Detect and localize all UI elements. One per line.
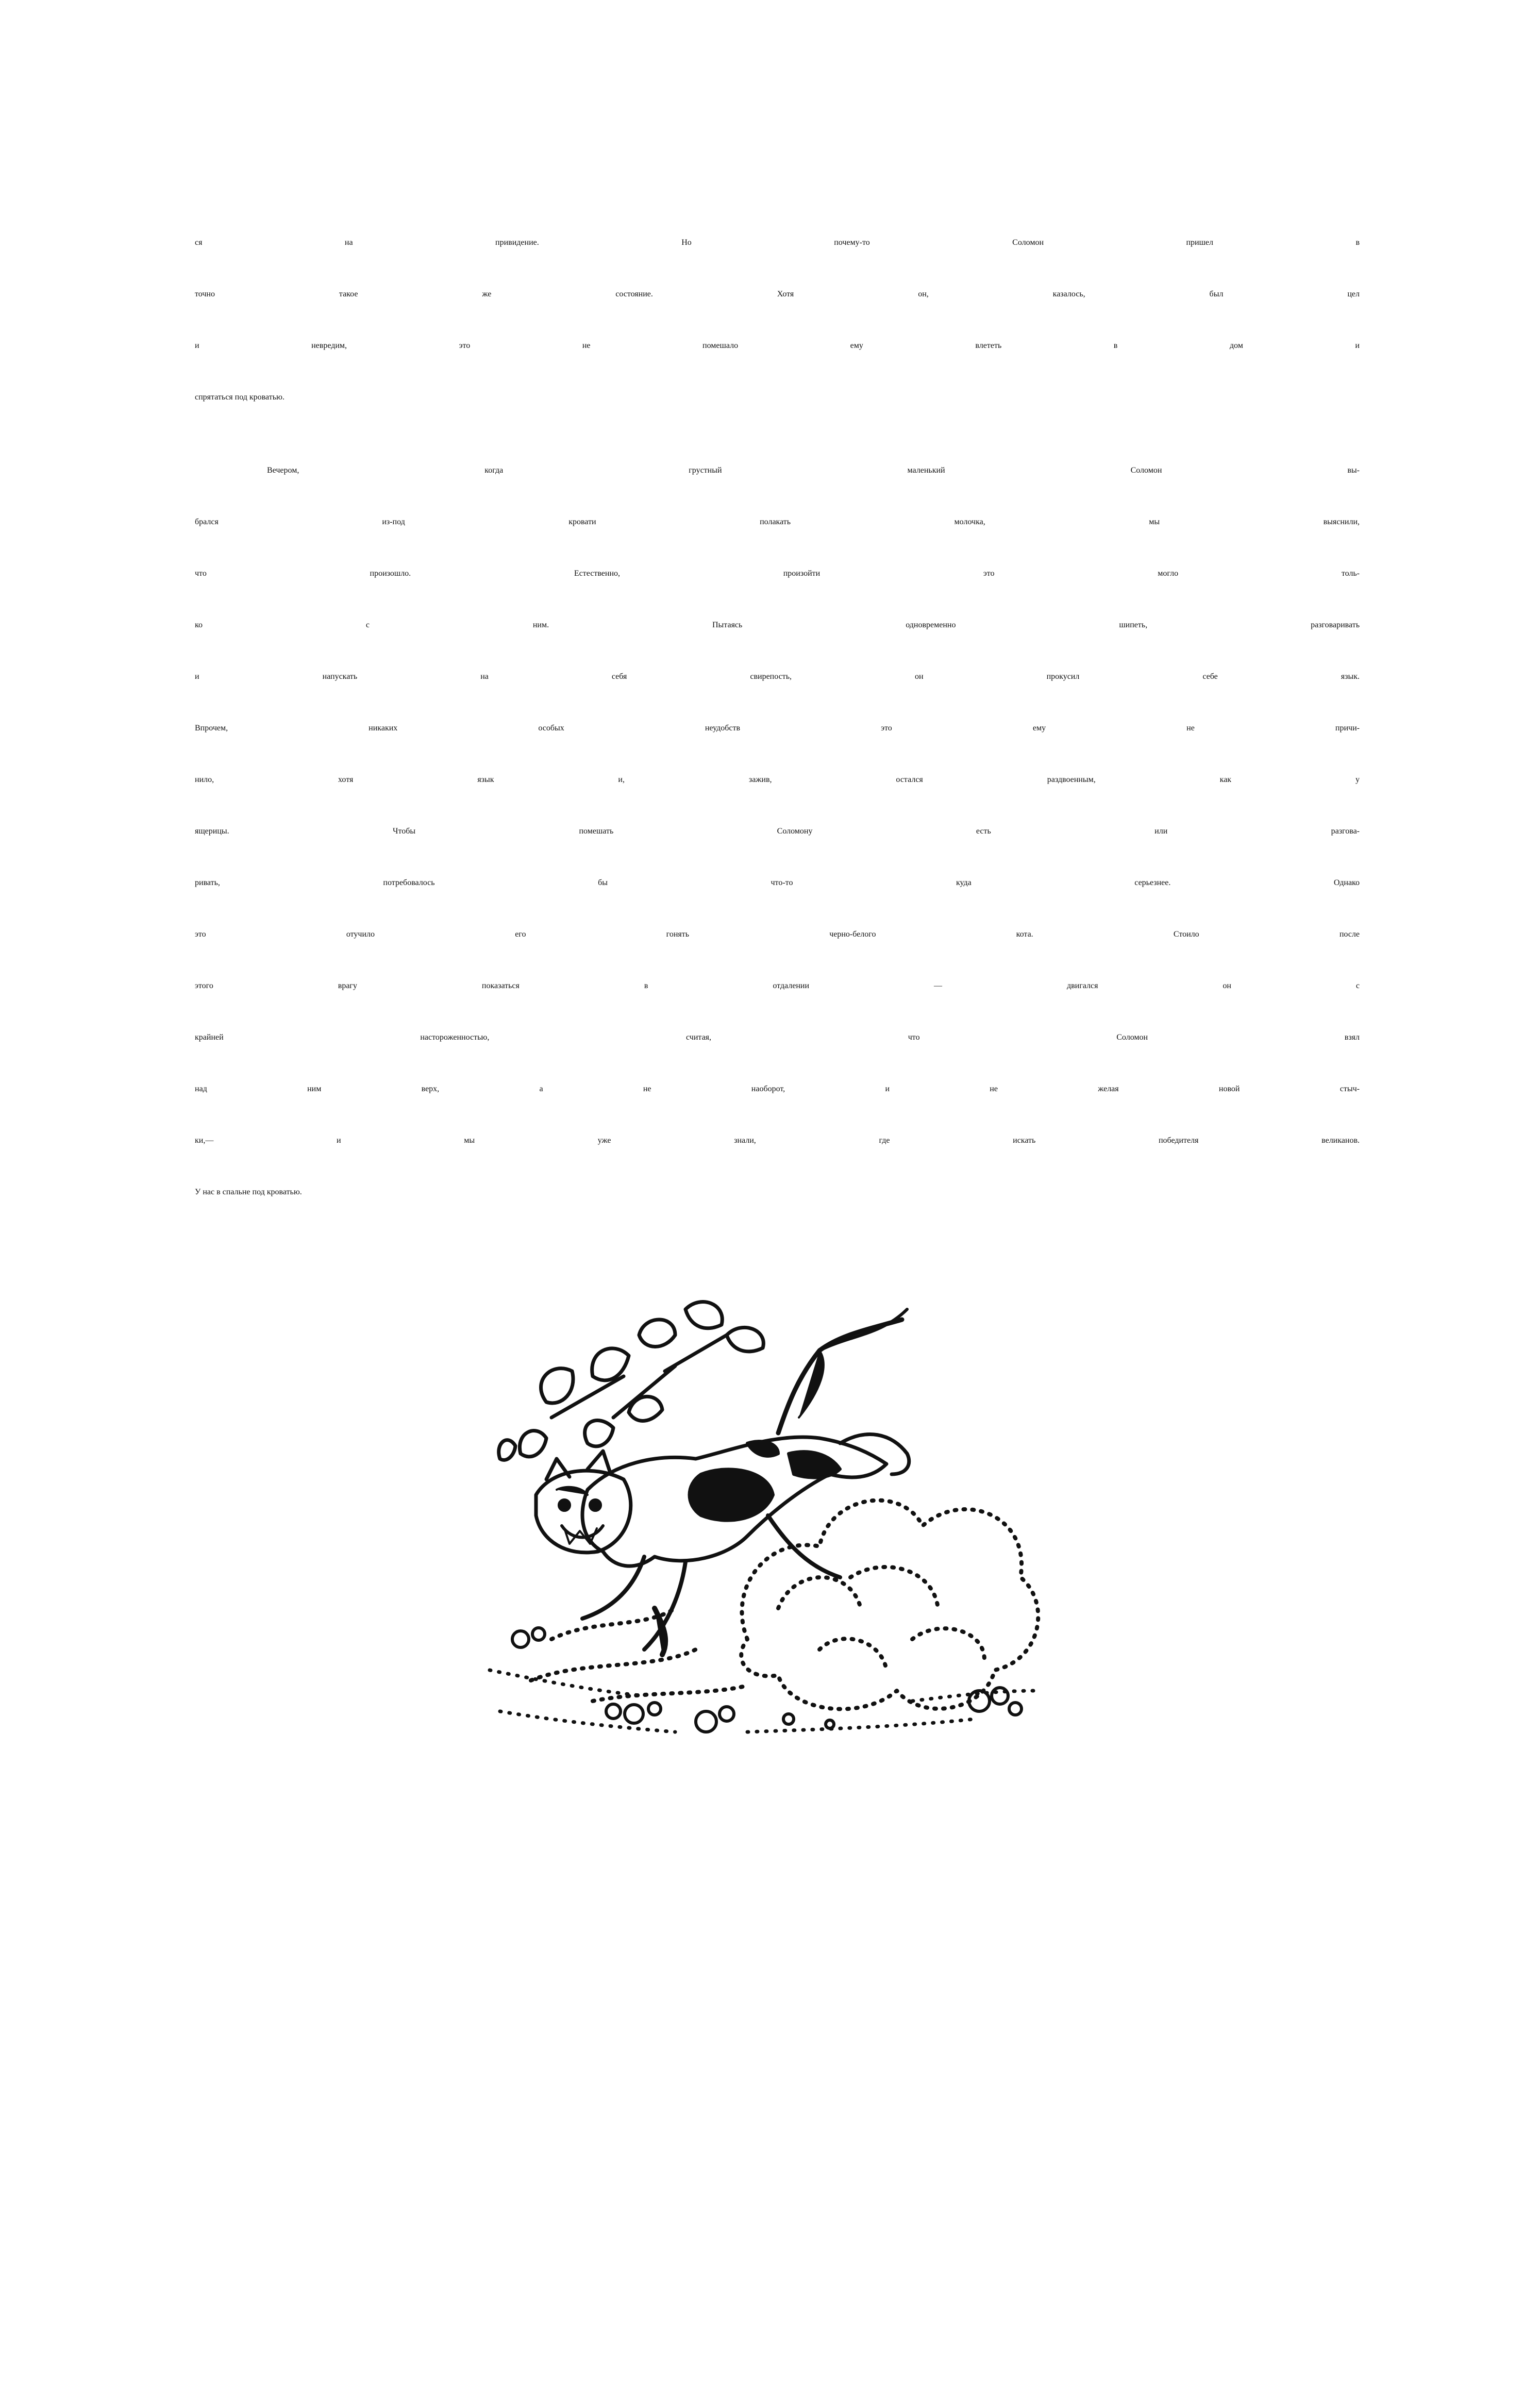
text-line: ко с ним. Пытаясь одновременно шипеть, разговаривать xyxy=(195,621,1360,629)
text-line: нило, хотя язык и, зажив, остался раздвоенным, как у xyxy=(195,775,1360,784)
text-line: этого врагу показаться в отдалении — двигался он с xyxy=(195,981,1360,990)
text-line: что произошло. Естественно, произойти это могло толь- xyxy=(195,569,1360,578)
text-line: Впрочем, никаких особых неудобств это ему не причи- xyxy=(195,724,1360,732)
text-line: У нас в спальне под кроватью. xyxy=(195,1188,302,1196)
text-block xyxy=(195,238,1360,1239)
text-line: Вечером, когда грустный маленький Соломон вы- xyxy=(267,466,1360,475)
text-line: ся на привидение. Но почему-то Соломон пришел в xyxy=(195,238,1360,247)
text-line: и напускать на себя свирепость, он прокусил себе язык. xyxy=(195,672,1360,681)
text-line: над ним верх, а не наоборот, и не желая новой стыч- xyxy=(195,1085,1360,1093)
text-line: крайней настороженностью, считая, что Соломон взял xyxy=(195,1033,1360,1042)
paragraph-1 xyxy=(195,238,1360,444)
paragraph-2 xyxy=(195,466,1360,1239)
text-line: брался из-под кровати полакать молочка, мы выяснили, xyxy=(195,518,1360,526)
text-line: ки,— и мы уже знали, где искать победителя великанов. xyxy=(195,1136,1360,1145)
text-line: спрятаться под кроватью. xyxy=(195,393,284,402)
text-line: ривать, потребовалось бы что-то куда серьезнее. Однако xyxy=(195,878,1360,887)
text-line: ящерицы. Чтобы помешать Соломону есть или разгова- xyxy=(195,827,1360,836)
text-line: это отучило его гонять черно-белого кота. Стоило после xyxy=(195,930,1360,939)
text-line: и невредим, это не помешало ему влететь в дом и xyxy=(195,341,1360,350)
text-line: точно такое же состояние. Хотя он, казалось, был цел xyxy=(195,290,1360,298)
running-cat-illustration xyxy=(459,1247,1051,1742)
